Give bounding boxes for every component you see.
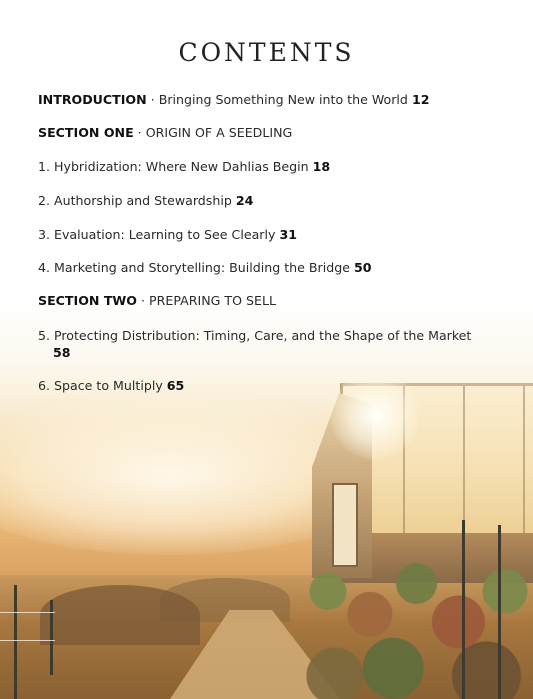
toc-entry-title: 4. Marketing and Storytelling: Building the Bridge [38, 260, 350, 275]
greenhouse-rib [523, 386, 525, 536]
toc-section-label: SECTION TWO [38, 293, 138, 308]
toc-page-number: 12 [411, 92, 430, 107]
toc-entry-chapter-1[interactable] [38, 158, 478, 175]
fence-wire [0, 612, 55, 613]
toc-page-number: 50 [354, 260, 372, 275]
fence-post [14, 585, 17, 699]
toc-entry-chapter-3[interactable] [38, 226, 478, 243]
toc-page-number: 31 [279, 227, 297, 242]
toc-section-one[interactable] [38, 124, 478, 141]
toc-separator: · [137, 293, 150, 308]
toc-separator: · [146, 92, 159, 107]
greenhouse-rib [463, 386, 465, 536]
toc-section-label: INTRODUCTION [38, 92, 147, 107]
soil-mound [40, 585, 200, 645]
toc-page-number: 65 [166, 378, 185, 393]
toc-separator: · [133, 125, 146, 140]
toc-entry-chapter-4[interactable] [38, 259, 478, 276]
toc-entry-chapter-2[interactable] [38, 192, 478, 209]
toc-entry-title: 3. Evaluation: Learning to See Clearly [38, 227, 276, 242]
toc-page-number: 18 [312, 159, 331, 174]
toc-page-number: 58 [53, 345, 71, 360]
toc-section-two[interactable] [38, 292, 478, 309]
toc-entry-title: Bringing Something New into the World [158, 92, 408, 107]
toc-entry-chapter-5[interactable] [38, 327, 473, 361]
toc-section-title: PREPARING TO SELL [149, 293, 276, 308]
fence-post [498, 525, 501, 699]
toc-entry-title: 2. Authorship and Stewardship [38, 193, 232, 208]
toc-entry-chapter-6[interactable] [38, 377, 478, 394]
toc-section-title: ORIGIN OF A SEEDLING [145, 125, 293, 140]
page-title: CONTENTS [178, 38, 355, 67]
toc-entry-title: 1. Hybridization: Where New Dahlias Begin [38, 159, 309, 174]
fence-wire [0, 640, 55, 641]
toc-entry-title: 6. Space to Multiply [38, 378, 163, 393]
toc-entry-title: 5. Protecting Distribution: Timing, Care, and the Shape of the Market [38, 328, 472, 343]
toc-page-number: 24 [235, 193, 254, 208]
fence-post [462, 520, 465, 699]
toc-entry-introduction[interactable] [38, 91, 478, 108]
toc-section-label: SECTION ONE [38, 125, 134, 140]
